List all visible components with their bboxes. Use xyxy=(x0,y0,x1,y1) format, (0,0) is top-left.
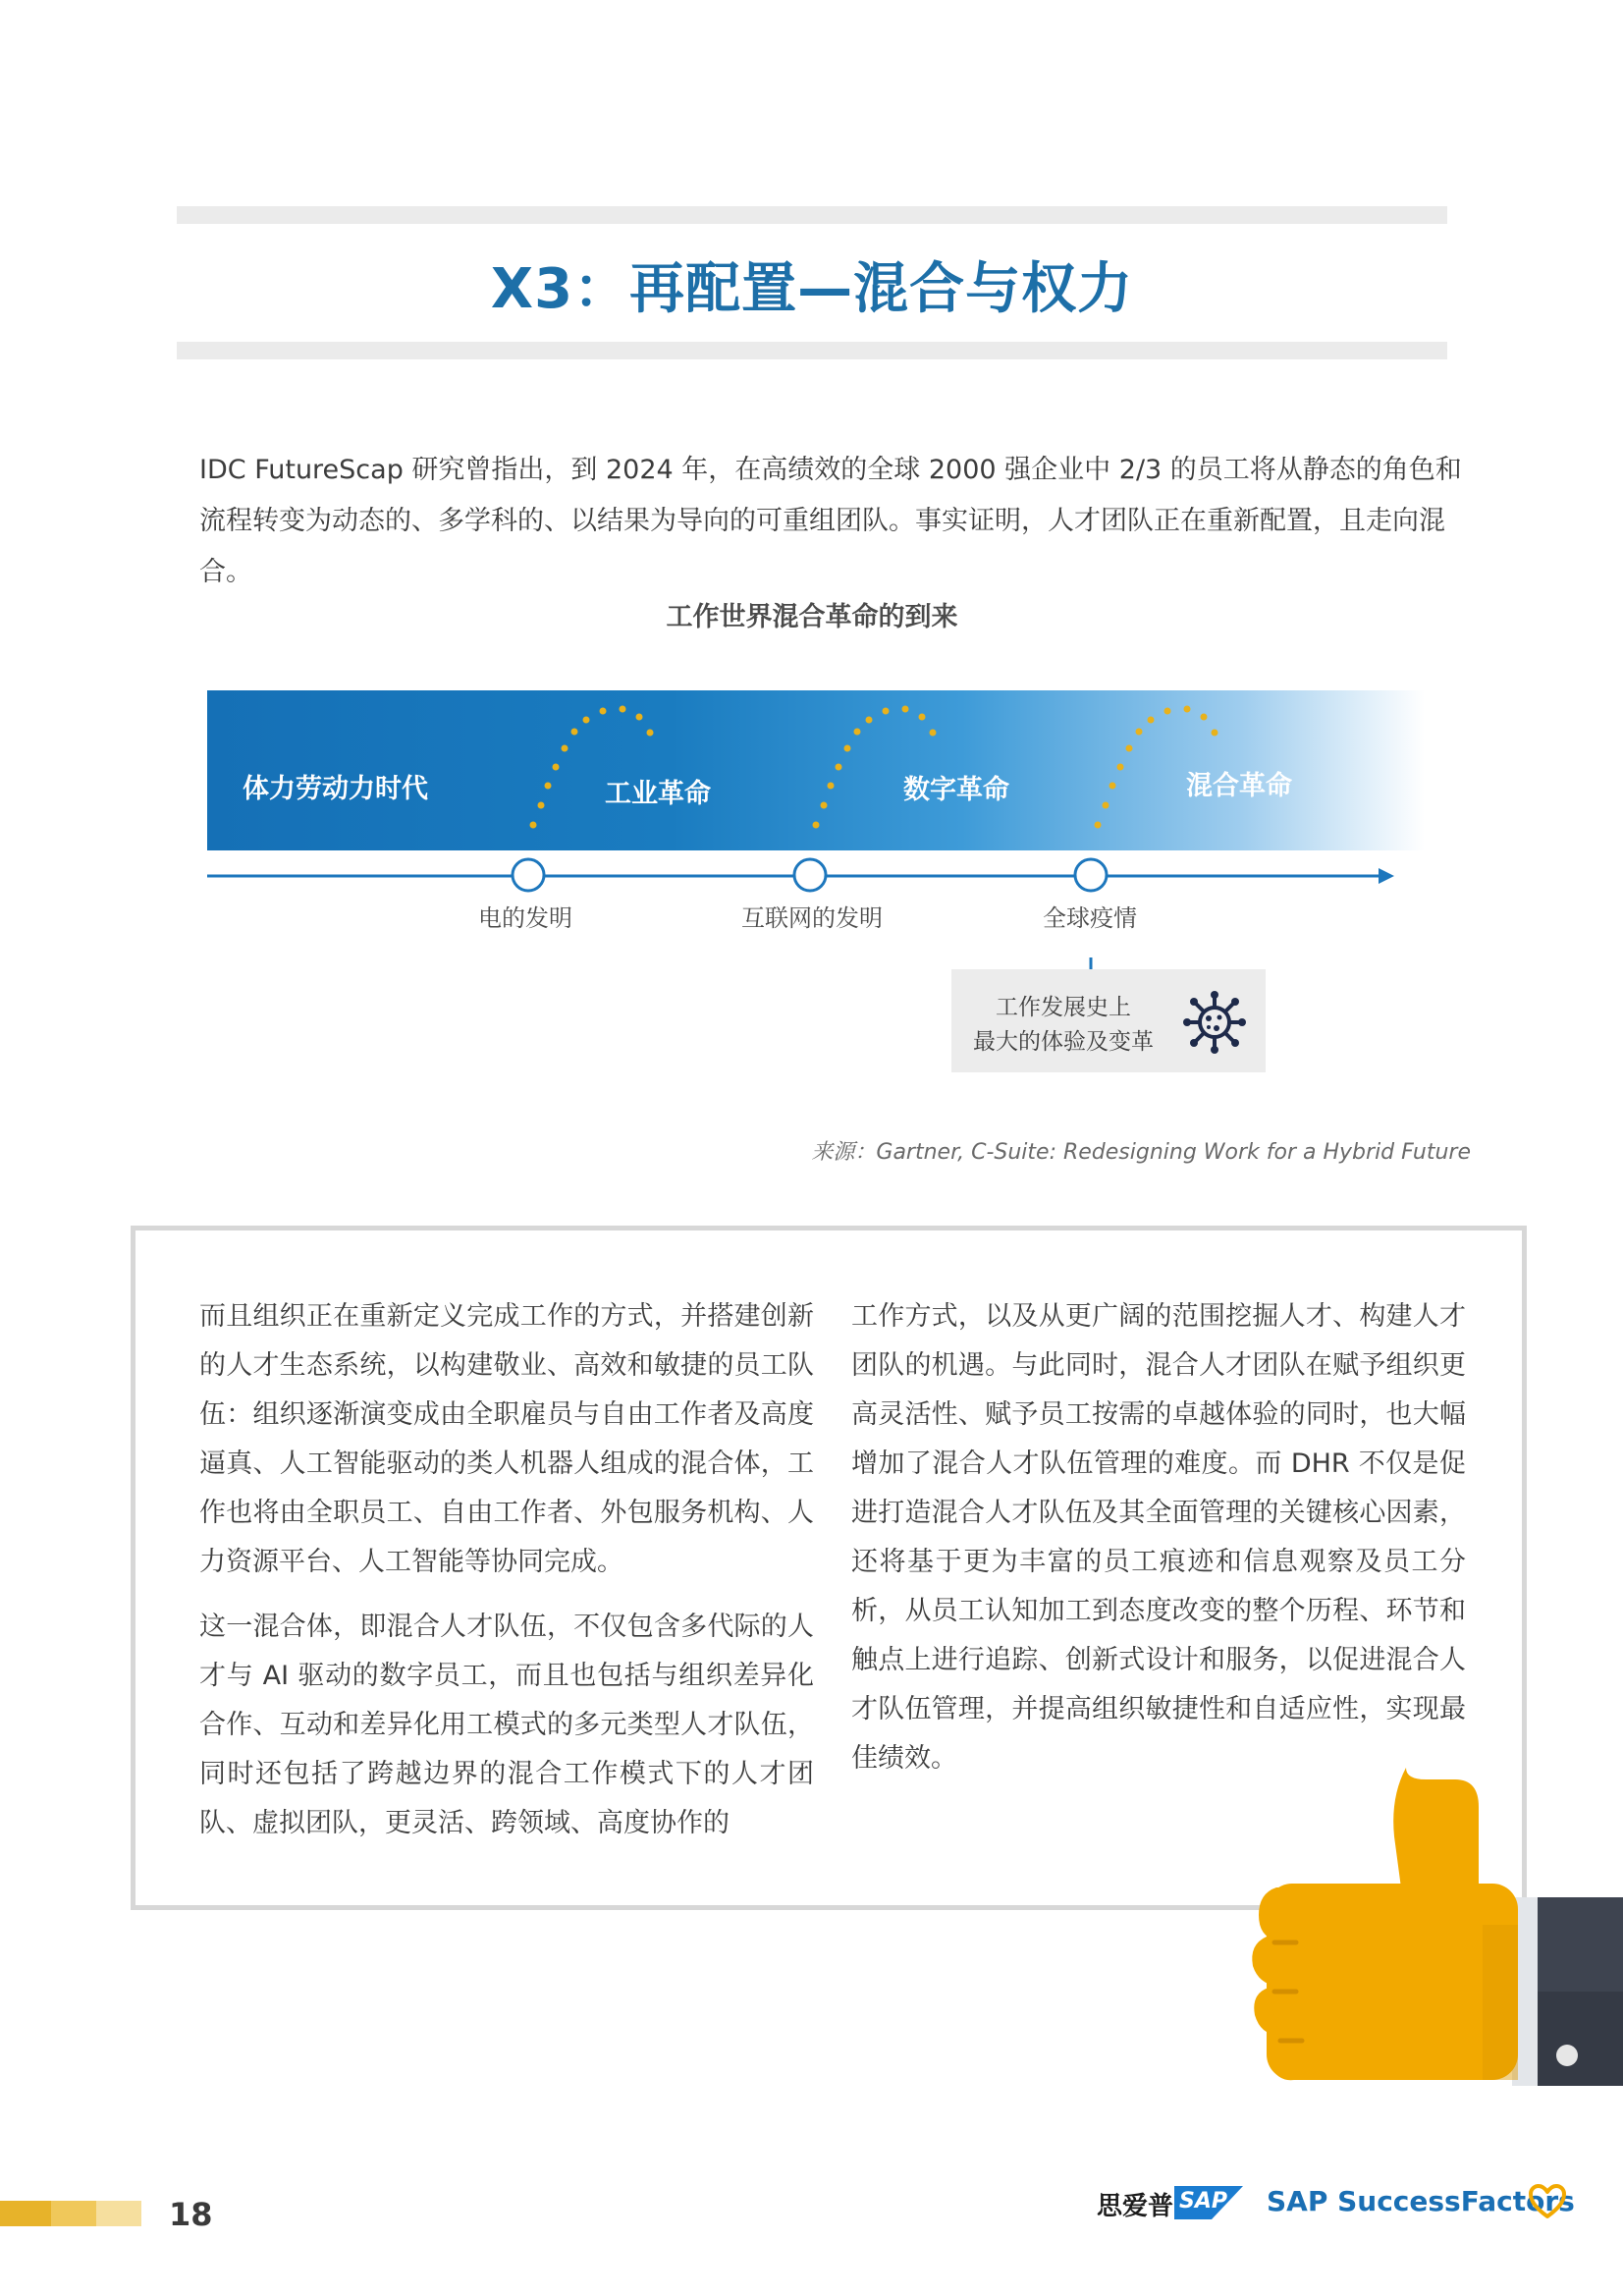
chart-title: 工作世界混合革命的到来 xyxy=(666,602,958,632)
era-label-manual: 体力劳动力时代 xyxy=(243,774,428,804)
era-label-industrial: 工业革命 xyxy=(605,779,711,809)
sap-logo-text: SAP xyxy=(1179,2189,1227,2214)
body-paragraph-1: 而且组织正在重新定义完成工作的方式，并搭建创新的人才生态系统，以构建敬业、高效和敏捷的员工队伍：组织逐渐演变成由全职雇员与自由工作者及高度逼真、人工智能驱动的类人机器人组成的混合体，工作也将由全职员工、自由工作者、外包服务机构、人力资源平台、人工智能等协同完成。 xyxy=(199,1301,814,1577)
milestone-marker-3 xyxy=(1075,859,1107,891)
intro-line-1: IDC FutureScap 研究曾指出，到 2024 年，在高绩效的全球 2000 强企业中 2/3 的员工将从静态的角色和 xyxy=(199,455,1462,485)
chart-source: 来源：Gartner, C-Suite: Redesigning Work for a Hybrid Future xyxy=(811,1140,1471,1165)
dotted-arc-2 xyxy=(813,706,937,829)
heart-icon xyxy=(1528,2183,1567,2220)
body-paragraph-3: 工作方式，以及从更广阔的范围挖掘人才、构建人才团队的机遇。与此同时，混合人才团队在赋予组织更高灵活性、赋予员工按需的卓越体验的同时，也大幅增加了混合人才队伍管理的难度。而 DHR 不仅是促进打造混合人才队伍及其全面管理的关键核心因素，还将基于更为丰富的员工痕迹和信息观察及员工分析，从员工认知加工到态度改变的整个历程、环节和触点上进行追踪、创新式设计和服务，以促进混合人才队伍管理，并提高组织敏捷性和自适应性，实现最佳绩效。 xyxy=(851,1301,1466,1774)
sap-logo xyxy=(1174,2186,1243,2219)
milestone-label-electricity: 电的发明 xyxy=(478,904,572,932)
milestone-label-pandemic: 全球疫情 xyxy=(1043,904,1137,932)
body-column-left xyxy=(199,1292,814,1864)
brand-successfactors: SAP SuccessFactors xyxy=(1267,2185,1575,2217)
era-label-digital: 数字革命 xyxy=(903,775,1009,805)
callout-line-2: 最大的体验及变革 xyxy=(973,1029,1154,1055)
era-label-hybrid: 混合革命 xyxy=(1186,771,1292,801)
body-paragraph-2: 这一混合体，即混合人才队伍，不仅包含多代际的人才与 AI 驱动的数字员工，而且也包括与组织差异化合作、互动和差异化用工模式的多元类型人才队伍，同时还包括了跨越边界的混合工作模式下的人才团队、虚拟团队，更灵活、跨领域、高度协作的 xyxy=(199,1612,814,1838)
body-column-right xyxy=(851,1292,1466,1799)
brand-chinese-name: 思爱普 xyxy=(1097,2192,1174,2221)
virus-icon xyxy=(1183,991,1246,1054)
page-title: X3：再配置—混合与权力 xyxy=(490,257,1134,321)
footer-color-bars xyxy=(0,2201,147,2226)
callout-line-1: 工作发展史上 xyxy=(996,995,1131,1020)
callout-box xyxy=(951,969,1266,1072)
milestone-label-internet: 互联网的发明 xyxy=(741,904,883,932)
timeline-arrow xyxy=(1379,868,1394,884)
milestone-marker-1 xyxy=(513,859,544,891)
milestone-marker-2 xyxy=(794,859,826,891)
page-number: 18 xyxy=(169,2196,213,2233)
timeline-graphic xyxy=(0,0,1623,1100)
callout-text xyxy=(973,991,1154,1060)
intro-line-2: 流程转变为动态的、多学科的、以结果为导向的可重组团队。事实证明，人才团队正在重新配置，且走向混合。 xyxy=(199,506,1445,587)
